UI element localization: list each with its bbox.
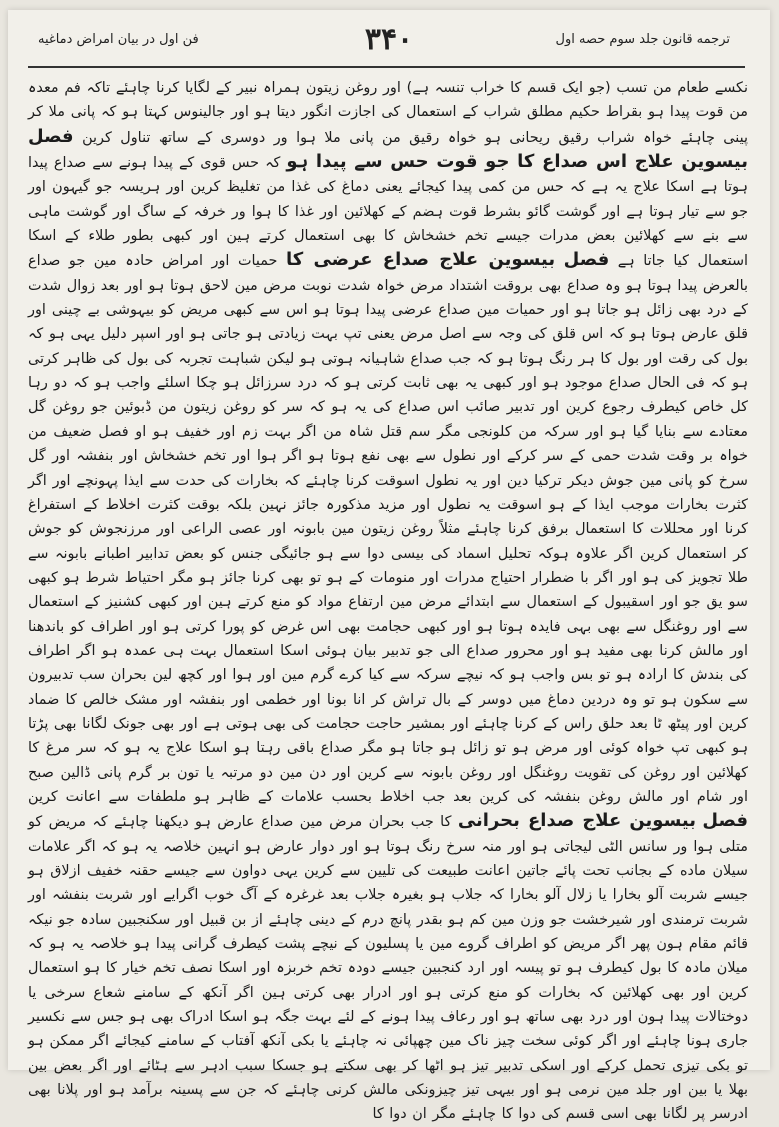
section-label: فصل (563, 249, 610, 271)
paragraph-text: حمیات اور امراض حادہ مین جو صداع بالعرض پیدا ہوتا ہو وہ صداع بھی بروقت اشتداد مرض خواہ شدت نوبت مرض مین لاحق ہوتا ہو اور بعد زوال شدت کے درد بھی زائل ہو جاتا ہو اور حمیات مین صداع عرضی پیدا ہوتا ہو اس سے کبھی مریض کو بیہوشی بے چینی اور قلق عارض ہوتا ہو کہ اس قلق کی وجہ سے اصل مرض یعنی تپ بہت زیادتی ہو جاتی ہو اور اسپر دلیل یہی ہو کہ بول کی رقت اور بول کا ہر رنگ ہوتا ہو کہ جب صداع شاہیانہ ہوتی ہو لیکن شباہت تجربہ کی بول کی ظاہر کرتی ہو کہ فی الحال صداع موجود ہو اور کبھی یہ بھی ثابت کرتی ہو کہ درد سرزائل ہو چکا اسلئے واجب ہو کہ دو رہا کل خاص کیطرف رجوع کرین اور تدبیر صائب اس صداع کی یہ ہو کہ سر کو روغن زیتون من ڈبوئین جو روغن گل معتادے سے بنایا گیا ہو اور سرکہ من کلونجی مگر سم قتل شاہ من اگر بہت زم اور خفیف ہو او فصل ضعیف من خواہ بر وقت شدت حمی کے سر کرکے اور نطول سے بھی نفع ہوتا ہو اگر ہوا اور تخم خشخاش اور بنفشہ اور گل سرخ کو پانی مین جوش دیکر ترکیا دین اور یہ نطول اسوقت کرنا چاہئے کہ بخارات کی حدت سے ایذا پہونچے اور اگر کثرت بخارات موجب ایذا کے ہو اسوقت یہ نطول اور مزید مذکورہ جائز نہین بلکہ بوقت کثرت اخلاط کے استفراغ کرنا اور محللات کا استعمال برفق کرنا چاہئے مثلاً روغن زیتون مین بابونہ اور عصی الراعی اور مرزنجوش کو جوش کر استعمال کرین اگر علاوہ ہوکہ تحلیل اسماد کی بیسی دوا سے ہو جائیگی جنس کو بعض تدابیر اطبانے بابونہ سے طلا تجویز کی ہو اور اگر با ضطرار احتیاج مدرات اور منومات کے ہو تو بھی کرنا جائز ہو مگر احتیاط شرط ہو کبھی سو یق جو اور اسقیبول کے استعمال سے ابتدائے مرض مین ارتفاع مواد کو منع کرتے ہین اور کبھی کشنیز کے استعمال سے اور روغنگل سے بھی بہی فایدہ ہوتا ہو اور کبھی حجامت بھی اس غرض کو پورا کرتی ہو اور اطراف کو باندھنا اور مالش کرنا بھی مفید ہو اور محرور صداع الی جو تدبیر بیان ہوئی اسکا استعمال بہت ہی عمدہ ہو اگر اطراف کی بندش کا ارادہ ہو تو بس واجب ہو کہ نیچے سرکہ سے کیا کرے گرم مین اور ہوا اور کچھ لین بحران سب تدبیرون سے سکون ہو تو وہ دردین دماغ میں دوسر کے بال تراش کر انا بونا اور خطمی اور بنفشہ اور مشک خالص کا ضماد کرین اور پیٹھ ٹا بعد حلق راس کے کرنا چاہئے اور بمشیر حاجت حجامت کی بھی ہوتی ہے اور بھی جونک لگانا بھی پڑتا ہو کبھی تپ خواہ کوئی اور مرض ہو تو زائل ہو جاتا ہو مگر صداع باقی رہتا ہو اسکا علاج یہ ہو کہ سر مرغ کا کھلائین اور روغن کی تقویت روغنگل اور روغن بابونہ سے کرین اور دن مین دو مرتبہ یا تون بر گرم پانی ڈالین صبح اور شام اور مالش روغن بنفشہ کی کرین بعد جب اخلاط بحسب علامات کے ظاہر ہو ملطفات سے اعانت کرین (28, 253, 748, 805)
section-heading: بیسوین علاج اس صداع کا جو قوت حس سے پیدا ہو (286, 151, 748, 173)
paragraph-text: کہ حس قوی کے پیدا ہونے سے صداع پیدا ہوتا ہے اسکا علاج یہ ہے کہ حس من کمی پیدا کیجائے یعنی دماغ کی غذا من تغلیظ کرین اور ہریسہ جو گیہون اور جو سے تیار ہوتا ہے اور گوشت گائو بشرط قوت ہضم کے کھلائین اور غذا کا ہوا ور خرفہ کے ساگ اور گوشت ماہی سے بنے سے کھلائین بعض مدرات جیسے تخم خشخاش کا بھی استعمال کرتے ہین اور کبھی بطور طلاء کے اسکا استعمال کیا جاتا ہے (28, 155, 749, 270)
document-page (8, 10, 770, 1123)
section-heading: بیسوین علاج صداع عرضی کا (286, 249, 556, 271)
section-label: فصل (702, 810, 749, 832)
body-text (28, 76, 749, 1123)
header-book-title: ترجمه قانون جلد سوم حصه اول (555, 32, 730, 47)
section-label: فصل (28, 125, 74, 147)
header-divider (28, 66, 745, 68)
paragraph-text: کا جب بحران مرض مین صداع عارض ہو دیکھنا چاہئے کہ مریض کو متلی ہوا ور سانس الٹی لیجاتی ہو اور منہ سرخ رنگ ہوتا ہو اور دوار عارض ہو انہین خلاصہ یہ ہو کہ اگر علامات سیلان ماده کے بجانب تحت پائے جاتین اعانت طبیعت کی تلیین سے کرین یہی دواون سے جیسے حقنہ خفیف ازلاق ہو جیسے شربت آلو بخارا یا زلال آلو بخارا کہ جلاب ہو بغیرہ جلاب بعد غرغرہ کے آگ خوب اگرایے اور شربت بنفشہ اور شربت ترمندی اور شیرخشت جو وزن مین کم ہو بقدر پانچ درم کے دینی چاہئے از بن قبیل اور سکنجبین سادہ جو نیکہ قائم مقام ہون پھر اگر مریض کو اطراف گروے مین یا پسلیون کے نیچے پشت کیطرف گرانی پیدا ہو خلاصہ یہ ہو کہ میلان مادہ کا بول کیطرف ہو تو پیسہ اور ارد کنجبین جیسے دودہ تخم خربزہ اور اسکا نصف تخم خیار کا ہو استعمال کرین اور بھی کھلائین کہ بخارات کو منع کرتی ہو اور ادرار بھی کرتی ہین اگر آنکھ کے سامنے شعاع سرخی یا دوختالات پیدا ہون اور درد بھی ساتھ ہو اور رعاف پیدا ہونے کے لئے بہت جگہ ہو اسکا ادراک بھی ہو جس سے نکسیر جاری ہونا چاہئے اور اگر کوئی سخت چیز ناک مین چھپائی نہ چاہئے یا بکی آنکھ آفتاب کے سامنے کیجائے اگر ممکن ہو تو بکی تیزی تحمل کرکے اور اسکی تدبیر تیز ہو اٹھا کر بھی سکتے ہو جسکا سبب ادہر سے ہٹائے اور اگر بعض بین بھلا یا بین اور جلد مین نرمی ہو اور بیہی تیز چیزونکی مالش کرنی چاہئے کہ جن سے پسینہ برآمد ہو اور پلانا بھی ادرسر پر لگانا بھی اسی قسم کی دوا کا چاہئے مگر ان دوا کا (28, 814, 748, 1123)
page-number: ۳۴۰ (364, 22, 414, 57)
paragraph-text: نکسے طعام من تسب (جو ایک قسم کا خراب تنسہ ہے) اور روغن زیتون ہمراہ نبیر کے لگایا کرنا چاہئے تاکہ فم معدہ من قوت پیدا ہو بقراط حکیم مطلق شراب کے استعمال کی اجازت انگور دیتا ہو اور جالینوس کہتا ہو کہ پانی ملا کر پینی چاہئے خواہ شراب رقیق ریحانی ہو خواہ رقیق من پانی ملا ہوا ور دوسری کے ساتھ تناول کرین (28, 80, 748, 146)
paragraph (28, 76, 748, 1127)
page-header (18, 22, 760, 66)
header-section-title: فن اول در بیان امراض دماغیه (38, 32, 199, 47)
section-heading: بیسوین علاج صداع بحرانی (457, 810, 697, 832)
